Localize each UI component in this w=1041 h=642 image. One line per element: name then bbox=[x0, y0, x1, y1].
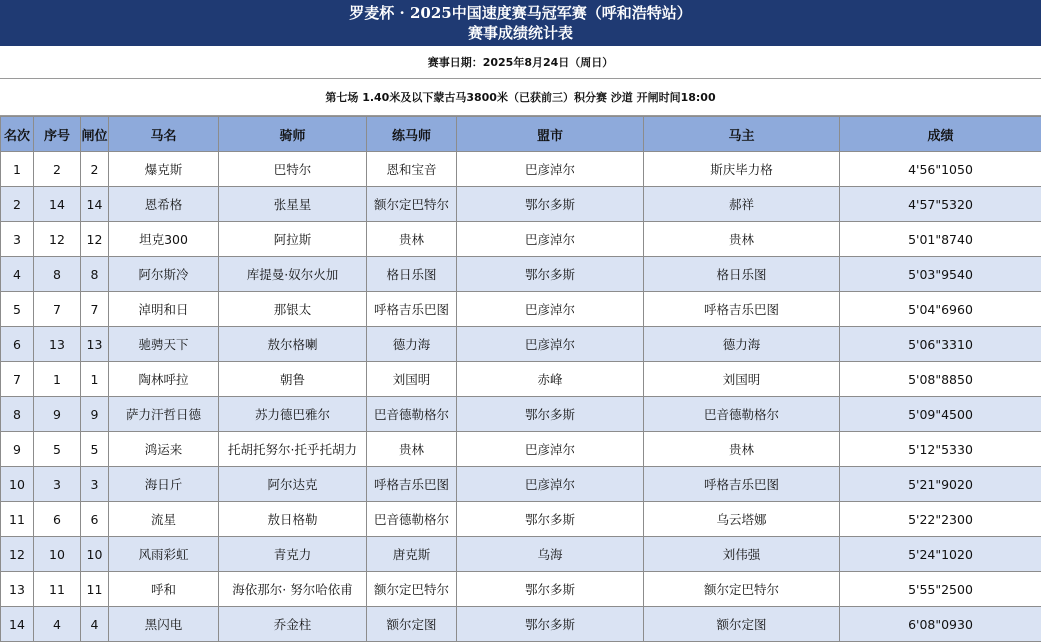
cell-jockey: 那银太 bbox=[219, 292, 367, 327]
cell-gate: 9 bbox=[81, 397, 109, 432]
cell-number: 14 bbox=[34, 187, 81, 222]
table-row bbox=[1, 467, 1041, 502]
title-line-2: 赛事成绩统计表 bbox=[0, 23, 1041, 43]
cell-league-city: 赤峰 bbox=[457, 362, 644, 397]
cell-horse-name: 淖明和日 bbox=[109, 292, 219, 327]
table-header-row bbox=[1, 117, 1041, 152]
cell-rank: 7 bbox=[1, 362, 34, 397]
cell-jockey: 阿拉斯 bbox=[219, 222, 367, 257]
cell-number: 7 bbox=[34, 292, 81, 327]
cell-owner: 乌云塔娜 bbox=[644, 502, 840, 537]
cell-result: 5'01"8740 bbox=[840, 222, 1041, 257]
cell-number: 12 bbox=[34, 222, 81, 257]
cell-trainer: 巴音德勒格尔 bbox=[367, 502, 457, 537]
cell-horse-name: 流星 bbox=[109, 502, 219, 537]
cell-number: 6 bbox=[34, 502, 81, 537]
table-row bbox=[1, 292, 1041, 327]
cell-number: 9 bbox=[34, 397, 81, 432]
cell-trainer: 贵林 bbox=[367, 432, 457, 467]
column-header-number: 序号 bbox=[34, 117, 81, 152]
cell-rank: 8 bbox=[1, 397, 34, 432]
cell-horse-name: 鸿运来 bbox=[109, 432, 219, 467]
cell-jockey: 敖日格勒 bbox=[219, 502, 367, 537]
table-row bbox=[1, 572, 1041, 607]
cell-rank: 5 bbox=[1, 292, 34, 327]
cell-horse-name: 陶林呼拉 bbox=[109, 362, 219, 397]
cell-trainer: 额尔定巴特尔 bbox=[367, 187, 457, 222]
table-row bbox=[1, 152, 1041, 187]
cell-trainer: 呼格吉乐巴图 bbox=[367, 292, 457, 327]
column-header-owner: 马主 bbox=[644, 117, 840, 152]
cell-owner: 额尔定图 bbox=[644, 607, 840, 642]
cell-number: 1 bbox=[34, 362, 81, 397]
cell-number: 10 bbox=[34, 537, 81, 572]
cell-owner: 德力海 bbox=[644, 327, 840, 362]
cell-rank: 2 bbox=[1, 187, 34, 222]
cell-league-city: 巴彦淖尔 bbox=[457, 467, 644, 502]
cell-jockey: 朝鲁 bbox=[219, 362, 367, 397]
cell-gate: 14 bbox=[81, 187, 109, 222]
cell-result: 5'09"4500 bbox=[840, 397, 1041, 432]
table-row bbox=[1, 362, 1041, 397]
column-header-jockey: 骑师 bbox=[219, 117, 367, 152]
results-table bbox=[0, 116, 1041, 642]
cell-result: 5'08"8850 bbox=[840, 362, 1041, 397]
cell-rank: 14 bbox=[1, 607, 34, 642]
cell-jockey: 青克力 bbox=[219, 537, 367, 572]
cell-number: 13 bbox=[34, 327, 81, 362]
cell-horse-name: 呼和 bbox=[109, 572, 219, 607]
cell-jockey: 巴特尔 bbox=[219, 152, 367, 187]
table-row bbox=[1, 327, 1041, 362]
cell-owner: 刘伟强 bbox=[644, 537, 840, 572]
cell-league-city: 鄂尔多斯 bbox=[457, 397, 644, 432]
cell-owner: 斯庆毕力格 bbox=[644, 152, 840, 187]
table-row bbox=[1, 432, 1041, 467]
cell-result: 5'22"2300 bbox=[840, 502, 1041, 537]
cell-league-city: 鄂尔多斯 bbox=[457, 187, 644, 222]
race-info: 第七场 1.40米及以下蒙古马3800米（已获前三）积分赛 沙道 开闸时间18:00 bbox=[0, 79, 1041, 116]
cell-number: 4 bbox=[34, 607, 81, 642]
cell-rank: 9 bbox=[1, 432, 34, 467]
cell-trainer: 额尔定巴特尔 bbox=[367, 572, 457, 607]
cell-jockey: 托胡托努尔·托乎托胡力 bbox=[219, 432, 367, 467]
column-header-result: 成绩 bbox=[840, 117, 1041, 152]
cell-jockey: 库提曼·奴尔火加 bbox=[219, 257, 367, 292]
cell-trainer: 德力海 bbox=[367, 327, 457, 362]
cell-trainer: 格日乐图 bbox=[367, 257, 457, 292]
cell-rank: 6 bbox=[1, 327, 34, 362]
column-header-gate: 闸位 bbox=[81, 117, 109, 152]
cell-trainer: 巴音德勒格尔 bbox=[367, 397, 457, 432]
cell-horse-name: 风雨彩虹 bbox=[109, 537, 219, 572]
cell-league-city: 巴彦淖尔 bbox=[457, 222, 644, 257]
cell-gate: 4 bbox=[81, 607, 109, 642]
column-header-trainer: 练马师 bbox=[367, 117, 457, 152]
cell-jockey: 张星星 bbox=[219, 187, 367, 222]
cell-league-city: 巴彦淖尔 bbox=[457, 292, 644, 327]
cell-gate: 2 bbox=[81, 152, 109, 187]
table-row bbox=[1, 607, 1041, 642]
table-row bbox=[1, 537, 1041, 572]
cell-gate: 1 bbox=[81, 362, 109, 397]
cell-result: 5'06"3310 bbox=[840, 327, 1041, 362]
cell-result: 5'21"9020 bbox=[840, 467, 1041, 502]
cell-trainer: 呼格吉乐巴图 bbox=[367, 467, 457, 502]
cell-jockey: 海依那尔· 努尔哈依甫 bbox=[219, 572, 367, 607]
cell-result: 5'24"1020 bbox=[840, 537, 1041, 572]
cell-league-city: 鄂尔多斯 bbox=[457, 257, 644, 292]
cell-result: 5'55"2500 bbox=[840, 572, 1041, 607]
cell-result: 4'57"5320 bbox=[840, 187, 1041, 222]
cell-gate: 6 bbox=[81, 502, 109, 537]
cell-owner: 额尔定巴特尔 bbox=[644, 572, 840, 607]
cell-horse-name: 黑闪电 bbox=[109, 607, 219, 642]
cell-owner: 贵林 bbox=[644, 432, 840, 467]
cell-horse-name: 阿尔斯冷 bbox=[109, 257, 219, 292]
table-row bbox=[1, 397, 1041, 432]
table-body bbox=[1, 152, 1041, 642]
column-header-league-city: 盟市 bbox=[457, 117, 644, 152]
table-row bbox=[1, 502, 1041, 537]
cell-league-city: 巴彦淖尔 bbox=[457, 432, 644, 467]
cell-horse-name: 驰骋天下 bbox=[109, 327, 219, 362]
column-header-rank: 名次 bbox=[1, 117, 34, 152]
cell-league-city: 巴彦淖尔 bbox=[457, 152, 644, 187]
cell-trainer: 唐克斯 bbox=[367, 537, 457, 572]
cell-jockey: 敖尔格喇 bbox=[219, 327, 367, 362]
cell-owner: 呼格吉乐巴图 bbox=[644, 467, 840, 502]
cell-number: 3 bbox=[34, 467, 81, 502]
cell-result: 5'12"5330 bbox=[840, 432, 1041, 467]
cell-horse-name: 坦克300 bbox=[109, 222, 219, 257]
cell-gate: 5 bbox=[81, 432, 109, 467]
race-date: 赛事日期：2025年8月24日（周日） bbox=[0, 46, 1041, 79]
cell-gate: 12 bbox=[81, 222, 109, 257]
cell-gate: 7 bbox=[81, 292, 109, 327]
cell-horse-name: 爆克斯 bbox=[109, 152, 219, 187]
cell-trainer: 刘国明 bbox=[367, 362, 457, 397]
cell-gate: 11 bbox=[81, 572, 109, 607]
cell-owner: 郝祥 bbox=[644, 187, 840, 222]
title-line-1: 罗麦杯 · 2025中国速度赛马冠军赛（呼和浩特站） bbox=[0, 3, 1041, 23]
cell-gate: 3 bbox=[81, 467, 109, 502]
cell-league-city: 乌海 bbox=[457, 537, 644, 572]
cell-trainer: 恩和宝音 bbox=[367, 152, 457, 187]
cell-horse-name: 萨力汗哲日德 bbox=[109, 397, 219, 432]
cell-result: 4'56"1050 bbox=[840, 152, 1041, 187]
cell-trainer: 额尔定图 bbox=[367, 607, 457, 642]
cell-trainer: 贵林 bbox=[367, 222, 457, 257]
cell-league-city: 巴彦淖尔 bbox=[457, 327, 644, 362]
cell-result: 5'03"9540 bbox=[840, 257, 1041, 292]
cell-owner: 巴音德勒格尔 bbox=[644, 397, 840, 432]
cell-rank: 11 bbox=[1, 502, 34, 537]
cell-owner: 格日乐图 bbox=[644, 257, 840, 292]
cell-horse-name: 恩希格 bbox=[109, 187, 219, 222]
cell-league-city: 鄂尔多斯 bbox=[457, 502, 644, 537]
cell-rank: 10 bbox=[1, 467, 34, 502]
cell-jockey: 苏力德巴雅尔 bbox=[219, 397, 367, 432]
cell-number: 11 bbox=[34, 572, 81, 607]
cell-number: 8 bbox=[34, 257, 81, 292]
cell-rank: 1 bbox=[1, 152, 34, 187]
cell-league-city: 鄂尔多斯 bbox=[457, 572, 644, 607]
table-row bbox=[1, 222, 1041, 257]
cell-rank: 13 bbox=[1, 572, 34, 607]
cell-rank: 3 bbox=[1, 222, 34, 257]
cell-gate: 8 bbox=[81, 257, 109, 292]
table-row bbox=[1, 257, 1041, 292]
cell-number: 5 bbox=[34, 432, 81, 467]
table-row bbox=[1, 187, 1041, 222]
cell-jockey: 乔金柱 bbox=[219, 607, 367, 642]
cell-result: 6'08"0930 bbox=[840, 607, 1041, 642]
cell-owner: 呼格吉乐巴图 bbox=[644, 292, 840, 327]
cell-rank: 4 bbox=[1, 257, 34, 292]
cell-rank: 12 bbox=[1, 537, 34, 572]
report-title bbox=[0, 0, 1041, 46]
cell-gate: 10 bbox=[81, 537, 109, 572]
cell-gate: 13 bbox=[81, 327, 109, 362]
cell-league-city: 鄂尔多斯 bbox=[457, 607, 644, 642]
cell-owner: 贵林 bbox=[644, 222, 840, 257]
cell-owner: 刘国明 bbox=[644, 362, 840, 397]
column-header-horse-name: 马名 bbox=[109, 117, 219, 152]
cell-jockey: 阿尔达克 bbox=[219, 467, 367, 502]
cell-result: 5'04"6960 bbox=[840, 292, 1041, 327]
cell-number: 2 bbox=[34, 152, 81, 187]
cell-horse-name: 海日斤 bbox=[109, 467, 219, 502]
